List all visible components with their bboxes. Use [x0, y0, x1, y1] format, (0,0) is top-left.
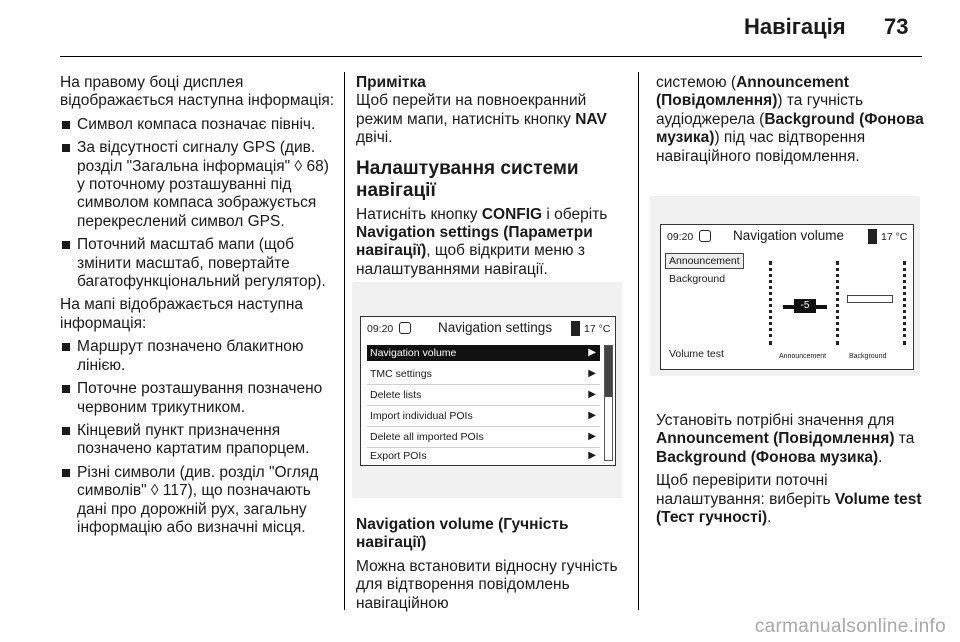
screen-header	[361, 317, 615, 343]
scale-dots	[769, 261, 774, 345]
background-scale-label: Background	[849, 353, 887, 360]
page-header-title: Навігація	[744, 14, 846, 39]
scrollbar[interactable]	[604, 345, 613, 461]
col3-para-2: Установіть потрібні значення для Announcement (Повідомлення) та Background (Фонова музика).	[656, 412, 915, 466]
scale-dots	[903, 261, 908, 345]
list-item: Кінцевий пункт призначення позначено картатим прапорцем.	[60, 422, 336, 459]
menu-item-tmc-settings[interactable]: TMC settings ▶	[370, 368, 596, 380]
scale-dots	[836, 261, 841, 345]
col3-para-1: системою (Announcement (Повідомлення)) та гучність аудіоджерела (Background (Фонова музика)) під час відтворення навігаційного повідомлення.	[656, 74, 924, 165]
menu-separator	[367, 384, 600, 385]
column-divider-1	[344, 72, 345, 610]
column-1	[60, 74, 336, 542]
sub-text: Можна встановити відносну гучність для відтворення повідомлень навігаційною	[356, 557, 618, 612]
menu-separator	[367, 426, 600, 427]
clock-icon	[399, 322, 411, 334]
screen-temperature: 17 °C	[584, 323, 611, 335]
col1-intro-2: На мапі відображається наступна інформація:	[60, 296, 304, 332]
menu-separator	[367, 405, 600, 406]
arrow-right-icon: ▶	[588, 368, 596, 379]
col1-bullets-1	[60, 116, 336, 292]
section-text: Натисніть кнопку CONFIG і оберіть Navigation settings (Параметри навігації), щоб відкрити меню з налаштуваннями навігації.	[356, 205, 608, 278]
arrow-right-icon: ▶	[588, 389, 596, 400]
navigation-volume-screen	[660, 224, 914, 370]
column-divider-2	[638, 72, 639, 610]
screen-time: 09:20	[667, 231, 694, 243]
column-3-lower	[656, 412, 926, 532]
screenshot-panel-navigation-volume	[650, 196, 920, 376]
header-rule	[60, 56, 922, 57]
col1-intro: На правому боці дисплея відображається наступна інформація:	[60, 74, 335, 110]
volume-test-button[interactable]: Volume test	[669, 348, 724, 360]
col3-para-3: Щоб перевірити поточні налаштування: виберіть Volume test (Тест гучності).	[656, 472, 922, 527]
navigation-settings-screen	[360, 316, 616, 466]
column-2-lower	[356, 516, 632, 618]
background-slider-track[interactable]	[847, 295, 893, 303]
list-item: Поточний масштаб мапи (щоб змінити масштаб, повертайте багатофункціональний регулятор).	[60, 236, 336, 291]
col1-bullets-2	[60, 338, 336, 537]
scroll-thumb[interactable]	[605, 346, 612, 397]
arrow-right-icon: ▶	[588, 347, 596, 358]
note-title: Примітка	[356, 74, 426, 91]
announcement-slider-value[interactable]: -5	[794, 299, 816, 313]
menu-item-navigation-volume[interactable]: Navigation volume ▶	[367, 345, 600, 361]
list-item: Символ компаса позначає північ.	[60, 116, 336, 134]
clock-icon	[699, 230, 711, 242]
menu-item-delete-lists[interactable]: Delete lists ▶	[370, 389, 596, 401]
screen-title: Navigation settings	[438, 320, 553, 335]
screen-time: 09:20	[367, 323, 394, 335]
arrow-right-icon: ▶	[588, 450, 596, 461]
background-button[interactable]: Background	[669, 273, 726, 285]
note-text: Щоб перейти на повноекранний режим мапи, натисніть кнопку NAV двічі.	[356, 92, 607, 147]
screen-header	[661, 225, 913, 251]
section-heading: Налаштування системи навігації	[356, 157, 579, 201]
menu-item-import-individual-pois[interactable]: Import individual POIs ▶	[370, 410, 596, 422]
column-2	[356, 74, 632, 284]
thermometer-icon	[868, 229, 877, 244]
sub-heading: Navigation volume (Гучність навігації)	[356, 516, 569, 552]
arrow-right-icon: ▶	[588, 431, 596, 442]
screen-title: Navigation volume	[733, 228, 845, 243]
screen-temperature: 17 °C	[881, 231, 908, 243]
column-3	[656, 74, 926, 171]
menu-item-export-pois[interactable]: Export POIs ▶	[370, 450, 596, 462]
screenshot-panel-navigation-settings	[352, 282, 622, 498]
page-number: 73	[884, 14, 909, 39]
announcement-scale-label: Announcement	[779, 353, 827, 360]
announcement-button[interactable]: Announcement	[665, 253, 744, 269]
list-item: Різні символи (див. розділ "Огляд символів" ◊ 117), що позначають дані про дорожній рух, загальну інформацію або визначні місця.	[60, 464, 336, 538]
list-item: Поточне розташування позначено червоним трикутником.	[60, 380, 336, 417]
menu-item-delete-all-imported-pois[interactable]: Delete all imported POIs ▶	[370, 431, 596, 443]
thermometer-icon	[571, 321, 580, 336]
arrow-right-icon: ▶	[588, 410, 596, 421]
list-item: Маршрут позначено блакитною лінією.	[60, 338, 336, 375]
footer-watermark: carmanualsonline.info	[754, 616, 946, 637]
list-item: За відсутності сигналу GPS (див. розділ "Загальна інформація" ◊ 68) у поточному розташуванні під символом компаса зображується перекреслений символ GPS.	[60, 139, 336, 231]
